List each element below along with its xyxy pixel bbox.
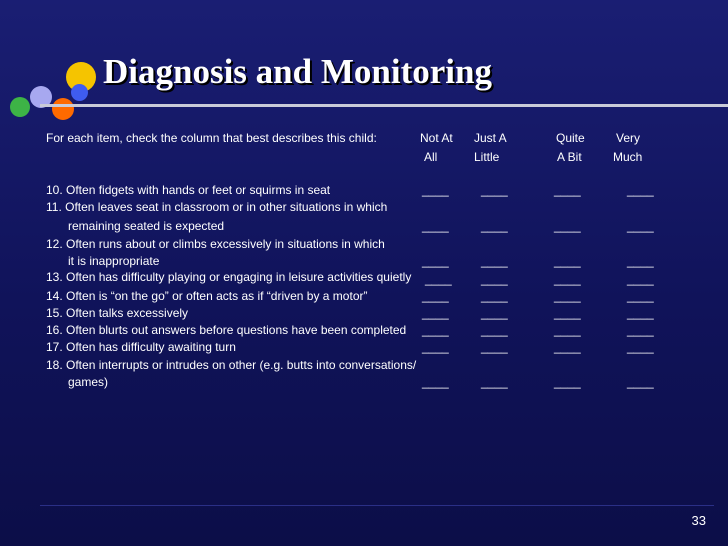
item-18-continued: games) — [68, 375, 109, 389]
item-13: 13. Often has difficulty playing or engaging in leisure activities quietly — [46, 270, 412, 284]
page-number: 33 — [691, 513, 706, 528]
orange-dot — [52, 98, 74, 120]
answer-blank[interactable]: ____ — [554, 254, 581, 268]
answer-blank[interactable]: ____ — [554, 183, 581, 197]
column-header-quite-a-bit-line2: A Bit — [557, 150, 582, 164]
answer-blank[interactable]: ____ — [425, 272, 452, 286]
item-12: 12. Often runs about or climbs excessively in situations in which — [46, 237, 385, 251]
answer-blank[interactable]: ____ — [422, 340, 449, 354]
answer-blank[interactable]: ____ — [422, 306, 449, 320]
answer-blank[interactable]: ____ — [627, 183, 654, 197]
item-12-continued: it is inappropriate — [68, 254, 160, 268]
item-11: 11. Often leaves seat in classroom or in other situations in which — [46, 200, 388, 214]
green-dot — [10, 97, 30, 117]
item-18: 18. Often interrupts or intrudes on other (e.g. butts into conversations/ — [46, 358, 417, 372]
answer-blank[interactable]: ____ — [422, 183, 449, 197]
answer-blank[interactable]: ____ — [481, 340, 508, 354]
column-header-very-much-line2: Much — [613, 150, 643, 164]
answer-blank[interactable]: ____ — [422, 323, 449, 337]
blue-dot — [71, 84, 88, 101]
answer-blank[interactable]: ____ — [554, 340, 581, 354]
answer-blank[interactable]: ____ — [422, 289, 449, 303]
item-15: 15. Often talks excessively — [46, 306, 189, 320]
decorative-dots — [0, 0, 100, 130]
answer-blank[interactable]: ____ — [554, 272, 581, 286]
answer-blank[interactable]: ____ — [627, 306, 654, 320]
instructions: For each item, check the column that best describes this child: — [46, 131, 377, 145]
answer-blank[interactable]: ____ — [554, 289, 581, 303]
answer-blank[interactable]: ____ — [627, 254, 654, 268]
answer-blank[interactable]: ____ — [422, 219, 449, 233]
answer-blank[interactable]: ____ — [554, 219, 581, 233]
answer-blank[interactable]: ____ — [481, 289, 508, 303]
answer-blank[interactable]: ____ — [627, 375, 654, 389]
title-divider — [40, 104, 728, 107]
answer-blank[interactable]: ____ — [422, 375, 449, 389]
answer-blank[interactable]: ____ — [481, 183, 508, 197]
answer-blank[interactable]: ____ — [554, 323, 581, 337]
column-header-just-a-little-line2: Little — [474, 150, 500, 164]
answer-blank[interactable]: ____ — [481, 323, 508, 337]
column-header-very-much: Very — [616, 131, 641, 145]
answer-blank[interactable]: ____ — [627, 219, 654, 233]
item-14: 14. Often is “on the go” or often acts as if “driven by a motor” — [46, 289, 368, 303]
answer-blank[interactable]: ____ — [481, 272, 508, 286]
answer-blank[interactable]: ____ — [627, 289, 654, 303]
item-17: 17. Often has difficulty awaiting turn — [46, 340, 236, 354]
column-header-not-at-all-line2: All — [424, 150, 438, 164]
answer-blank[interactable]: ____ — [554, 375, 581, 389]
column-header-quite-a-bit: Quite — [556, 131, 585, 145]
answer-blank[interactable]: ____ — [554, 306, 581, 320]
item-10: 10. Often fidgets with hands or feet or squirms in seat — [46, 183, 331, 197]
answer-blank[interactable]: ____ — [481, 306, 508, 320]
answer-blank[interactable]: ____ — [627, 323, 654, 337]
answer-blank[interactable]: ____ — [627, 340, 654, 354]
item-16: 16. Often blurts out answers before questions have been completed — [46, 323, 407, 337]
answer-blank[interactable]: ____ — [422, 254, 449, 268]
answer-blank[interactable]: ____ — [481, 219, 508, 233]
answer-blank[interactable]: ____ — [627, 272, 654, 286]
column-header-just-a-little: Just A — [474, 131, 507, 145]
slide-title: Diagnosis and Monitoring — [103, 52, 492, 91]
footer-divider — [40, 505, 714, 506]
column-header-not-at-all: Not At — [420, 131, 453, 145]
item-11-continued: remaining seated is expected — [68, 219, 225, 233]
answer-blank[interactable]: ____ — [481, 254, 508, 268]
answer-blank[interactable]: ____ — [481, 375, 508, 389]
